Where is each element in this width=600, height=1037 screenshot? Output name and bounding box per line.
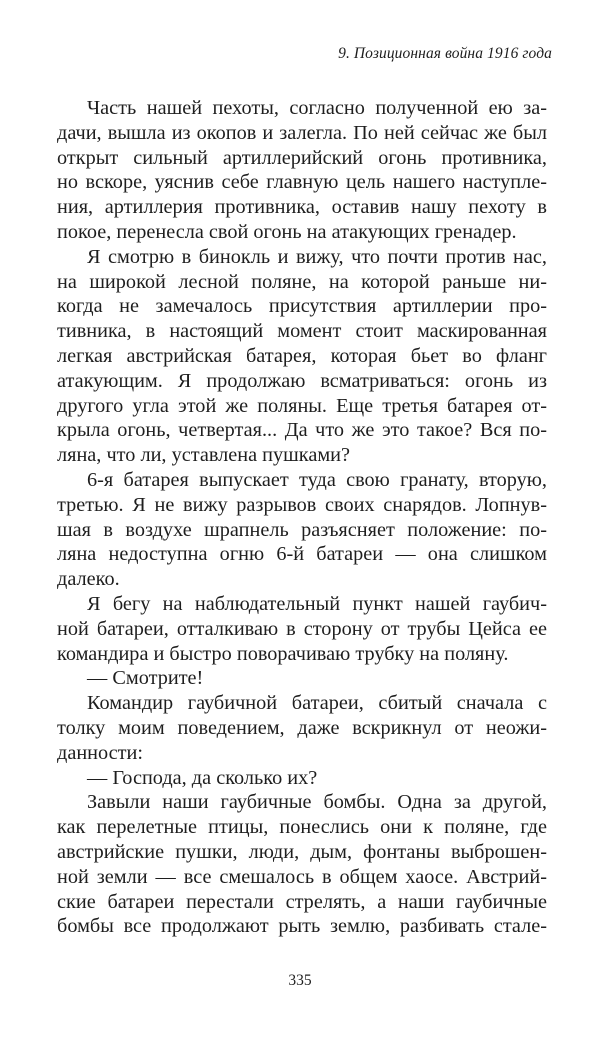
text-line: бомбы все продолжают рыть землю, разбивать стале- bbox=[57, 915, 547, 938]
body-text bbox=[57, 96, 547, 939]
text-line: ляна, что ли, уставлена пушками? bbox=[57, 444, 351, 467]
text-line: как перелетные птицы, понеслись они к поляне, где bbox=[57, 816, 547, 839]
text-line: Я бегу на наблюдательный пункт нашей гаубич- bbox=[87, 592, 547, 615]
text-line: ские батареи перестали стрелять, а наши гаубичные bbox=[57, 890, 547, 913]
text-line: на широкой лесной поляне, на которой раньше ни- bbox=[57, 270, 547, 293]
text-line: австрийские пушки, люди, дым, фонтаны выброшен- bbox=[57, 840, 547, 863]
text-line: другого угла этой же поляны. Еще третья батарея от- bbox=[57, 394, 547, 417]
text-line: легкая австрийская батарея, которая бьет во фланг bbox=[57, 344, 547, 367]
text-line: покое, перенесла свой огонь на атакующих гренадер. bbox=[57, 220, 517, 243]
text-line: Часть нашей пехоты, согласно полученной ею за- bbox=[87, 97, 547, 119]
text-line: открыт сильный артиллерийский огонь противника, bbox=[57, 146, 547, 169]
text-line: данности: bbox=[57, 741, 144, 764]
text-line: третью. Я не вижу разрывов своих снарядов. Лопнув- bbox=[57, 493, 547, 516]
text-line: Я смотрю в бинокль и вижу, что почти против нас, bbox=[87, 245, 547, 268]
text-line: ляна недоступна огню 6-й батареи — она слишком bbox=[57, 543, 547, 566]
text-line: ной земли — все смешалось в общем хаосе. Австрий- bbox=[57, 865, 547, 888]
page-number: 335 bbox=[288, 972, 312, 989]
text-line: командира и быстро поворачиваю трубку на поляну. bbox=[57, 642, 509, 665]
text-line: — Смотрите! bbox=[87, 667, 204, 690]
text-line: атакующим. Я продолжаю всматриваться: огонь из bbox=[57, 369, 547, 392]
text-line: — Господа, да сколько их? bbox=[87, 766, 318, 789]
text-line: крыла огонь, четвертая... Да что же это такое? Вся по- bbox=[57, 419, 547, 442]
text-line: толку моим поведением, даже вскрикнул от неожи- bbox=[57, 716, 547, 739]
text-line: но вскоре, уяснив себе главную цель нашего наступле- bbox=[57, 171, 547, 194]
text-line: далеко. bbox=[57, 568, 120, 591]
text-line: 6-я батарея выпускает туда свою гранату, вторую, bbox=[87, 468, 547, 491]
text-line: Завыли наши гаубичные бомбы. Одна за другой, bbox=[87, 791, 547, 814]
text-line: Командир гаубичной батареи, сбитый сначала с bbox=[87, 692, 547, 715]
text-line: тивника, в настоящий момент стоит маскированная bbox=[57, 320, 547, 343]
text-line: шая в воздухе шрапнель разъясняет положение: по- bbox=[57, 518, 547, 541]
text-line: когда не замечалось присутствия артиллерии про- bbox=[57, 295, 547, 318]
text-line: ной батареи, отталкиваю в сторону от трубы Цейса ее bbox=[57, 617, 547, 640]
text-line: ния, артиллерия противника, оставив нашу пехоту в bbox=[57, 196, 547, 219]
text-line: дачи, вышла из окопов и залегла. По ней сейчас же был bbox=[57, 121, 547, 144]
running-header: 9. Позиционная война 1916 года bbox=[338, 45, 552, 62]
